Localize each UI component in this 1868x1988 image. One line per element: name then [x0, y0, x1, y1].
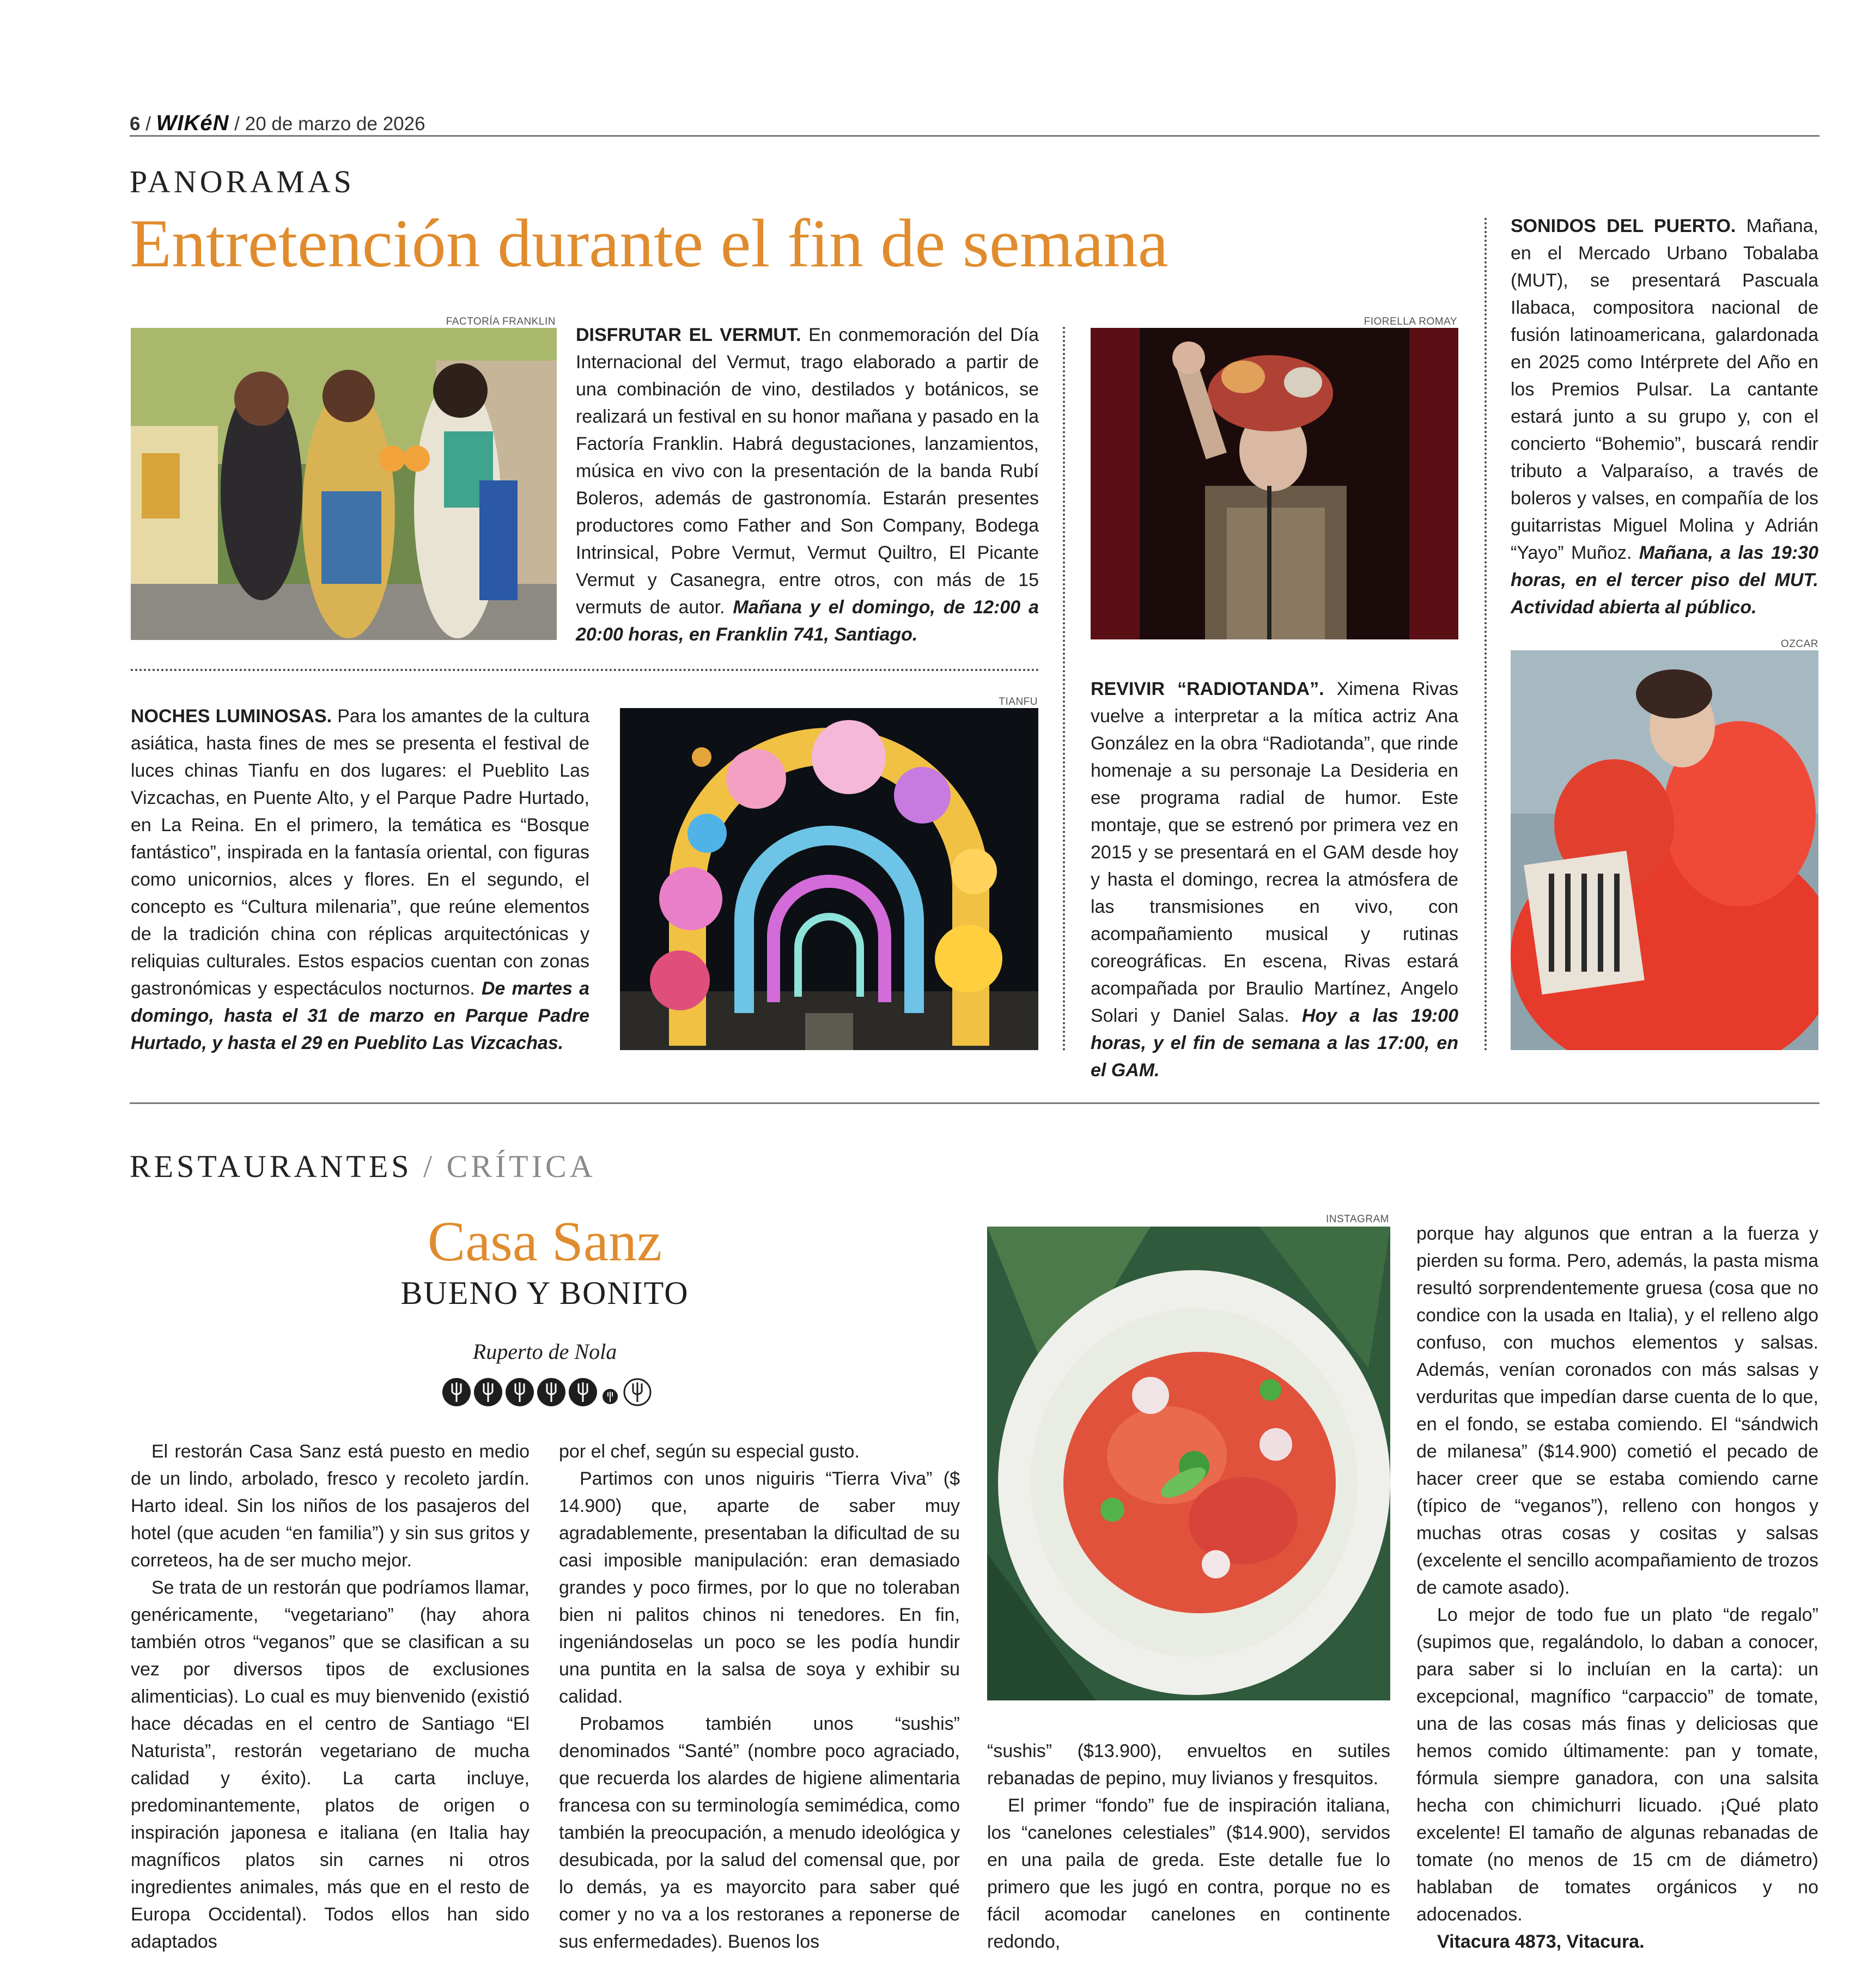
article-info-radiotanda: Hoy a las 19:00 horas, y el fin de semana a las 17:00, en el GAM. — [1091, 1005, 1458, 1081]
radiotanda-actress-photo — [1091, 328, 1458, 639]
lantern-arch-photo — [620, 708, 1038, 1050]
photo-credit-radiotanda: FIORELLA ROMAY — [1364, 316, 1457, 327]
dotted-divider-horizontal — [131, 669, 1039, 671]
article-kicker-sonidos: SONIDOS DEL PUERTO. — [1511, 216, 1736, 236]
fork-rating-icon — [537, 1378, 565, 1406]
article-info-sonidos: Mañana, a las 19:30 horas, en el tercer piso del MUT. Actividad abierta al público. — [1511, 542, 1818, 618]
article-body-sonidos: Mañana, en el Mercado Urbano Tobalaba (MUT), se presentará Pascuala Ilabaca, compositora nacional de fusión latinoamericana, galardonada en 2025 como Intérprete del Año en los Premios Pulsar. La cantante estará junto a su grupo y, con el concierto “Bohemio”, buscará rendir tributo a Valparaíso, a través de boleros y valses, en compañía de los guitarristas Miguel Molina y Adrián “Yayo” Muñoz. — [1511, 216, 1819, 563]
review-column-4 — [1416, 1220, 1818, 1955]
article-body-noches: Para los amantes de la cultura asiática, hasta fines de mes se presenta el festival de luces chinas Tianfu en dos lugares: el Pueblito Las Vizcachas, en Puente Alto, y el Parque Padre Hurtado, en La Reina. En el primero, la temática es “Bosque fantástico”, inspirada en la fantasía oriental, con figuras como unicornios, alces y flores. En el segundo, el concepto es “Cultura milenaria”, que reúne elementos de la tradición china con réplicas arquitectónicas y reliquias culturales. Estos espacios cuentan con zonas gastronómicas y espectáculos nocturnos. — [131, 706, 589, 999]
article-kicker-radiotanda: REVIVIR “RADIOTANDA”. — [1091, 679, 1324, 699]
photo-credit-noches: TIANFU — [999, 696, 1038, 708]
dotted-divider-vertical-2 — [1484, 218, 1487, 1051]
section-label-restaurantes — [130, 1148, 596, 1185]
accordion-singer-photo — [1511, 650, 1818, 1050]
fork-rating-icon — [474, 1378, 502, 1406]
review-paragraph: El restorán Casa Sanz está puesto en medio de un lindo, arbolado, fresco y recoleto jardín. Harto ideal. Sin los niños de los pasajeros del hotel (que acuden “en familia”) y sin sus gritos y correteos, ha de ser mucho mejor. — [131, 1441, 530, 1571]
fork-rating-outline-icon — [624, 1379, 650, 1405]
folio-separator: / — [145, 113, 151, 135]
review-column-2 — [559, 1438, 960, 1955]
review-paragraph: Se trata de un restorán que podríamos llamar, genéricamente, “vegetariano” (hay ahora también otros “veganos” que se clasifican a su vez por diversos tipos de exclusiones alimenticias). Lo cual es muy bienvenido (existió hace décadas en el centro de Santiago “El Naturista”, restorán vegetariano de mucha calidad y éxito). La carta incluye, predominantemente, platos de origen o inspiración japonesa e italiana (en Italia hay magníficos platos sin carnes ni otros ingredientes animales, más que en el resto de Europa Occidental). Todos ellos han sido adaptados — [131, 1577, 530, 1952]
article-body-vermut: En conmemoración del Día Internacional del Vermut, trago elaborado a partir de una combinación de vino, destilados y botánicos, se realizará un festival en su honor mañana y pasado en la Factoría Franklin. Habrá degustaciones, lanzamientos, música en vivo con la presentación de la banda Rubí Boleros, además de gastronomía. Estarán presentes productores como Father and Son Company, Bodega Intrinsical, Pobre Vermut, Vermut Quiltro, El Picante Vermut y Casanegra, entre otros, con más de 15 vermuts de autor. — [576, 325, 1039, 618]
review-column-1 — [131, 1438, 530, 1955]
section-label-sub: CRÍTICA — [446, 1149, 596, 1184]
review-paragraph: Probamos también unos “sushis” denominados “Santé” (nombre poco agraciado, que recuerda los alardes de higiene alimentaria francesa con su terminología semimédica, como también la preocupación, a menudo ideológica y desubicada, por la salud del comensal que, por lo demás, ya es mayorcito para saber qué comer y no va a los restoranes a reponerse de sus enfermedades). Buenos los — [559, 1713, 960, 1952]
photo-credit-vermut: FACTORÍA FRANKLIN — [446, 316, 556, 327]
section-label-panoramas: PANORAMAS — [130, 164, 355, 199]
review-paragraph: porque hay algunos que entran a la fuerza y pierden su forma. Pero, además, la pasta misma resultó sorprendentemente gruesa (cosa que no condice con la usada en Italia), y el relleno algo confuso, con muchos elementos y salsas. Además, venían coronados con más salsas y verduritas que impedían darse cuenta de lo que, en el fondo, se estaba comiendo. El “sándwich de milanesa” ($14.900) cometió el pecado de hacer creer que se estaba comiendo carne (típico de “veganos”), relleno con hongos y muchas otras cosas y cositas y salsas (excelente el sencillo acompañamiento de trozos de camote asado). — [1416, 1223, 1818, 1598]
article-kicker-noches: NOCHES LUMINOSAS. — [131, 706, 332, 727]
review-author: Ruperto de Nola — [472, 1339, 617, 1364]
page-number: 6 — [130, 113, 141, 135]
restaurant-address: Vitacura 4873, Vitacura. — [1437, 1931, 1645, 1952]
photo-credit-review: INSTAGRAM — [1325, 1213, 1389, 1225]
page-headline: Entretención durante el fin de semana — [130, 206, 1169, 282]
article-body-radiotanda: Ximena Rivas vuelve a interpretar a la mítica actriz Ana González en la obra “Radiotanda”, que rinde homenaje a su personaje La Desideria en ese programa radial de humor. Este montaje, que se estrenó por primera vez en 2015 y se presentará en el GAM desde hoy y hasta el domingo, recrea la atmósfera de las transmisiones en vivo, con acompañamiento musical y rutinas coreográficas. En escena, Rivas estará acompañada por Braulio Martínez, Angelo Solari y Daniel Salas. — [1091, 679, 1458, 1026]
fork-rating-half-icon — [603, 1389, 618, 1404]
article-noches — [131, 703, 589, 1057]
article-sonidos — [1511, 212, 1818, 621]
review-rating — [441, 1376, 659, 1408]
header-rule — [130, 135, 1820, 137]
article-info-noches: De martes a domingo, hasta el 31 de marzo en Parque Padre Hurtado, y hasta el 29 en Pueblito Las Vizcachas. — [131, 978, 589, 1053]
tomato-carpaccio-photo — [987, 1227, 1390, 1700]
review-paragraph: por el chef, según su especial gusto. — [559, 1441, 860, 1462]
article-radiotanda — [1091, 675, 1458, 1084]
review-paragraph: “sushis” ($13.900), envueltos en sutiles rebanadas de pepino, muy livianos y fresquitos. — [987, 1741, 1390, 1789]
page-folio — [130, 111, 425, 136]
vermut-festival-photo — [131, 328, 557, 640]
section-divider-rule — [130, 1102, 1820, 1104]
fork-rating-icon — [506, 1378, 534, 1406]
publication-logo: WIKéN — [156, 111, 229, 135]
folio-separator-2: / — [234, 113, 240, 135]
section-label-separator: / — [412, 1149, 447, 1184]
fork-rating-icon — [569, 1378, 597, 1406]
section-label-main: RESTAURANTES — [130, 1149, 412, 1184]
issue-date: 20 de marzo de 2026 — [245, 113, 425, 135]
review-paragraph: Lo mejor de todo fue un plato “de regalo” (supimos que, regalándolo, lo daban a conocer, para saber si lo incluían en la carta): un excepcional, magnífico “carpaccio” de tomate, una de las cosas más finas y deliciosas que hemos comido últimamente: pan y tomate, fórmula siempre ganadora, con una salsita hecha con chimichurri licuado. ¡Qué plato excelente! El tamaño de algunas rebanadas de tomate (no menos de 15 cm de diámetro) hablaban de tomates orgánicos y no adocenados. — [1416, 1605, 1818, 1925]
review-title: Casa Sanz — [427, 1210, 662, 1273]
photo-credit-sonidos: OZCAR — [1781, 638, 1818, 650]
fork-rating-icon — [442, 1378, 471, 1406]
review-paragraph: El primer “fondo” fue de inspiración italiana, los “canelones celestiales” ($14.900), servidos en una paila de greda. Este detalle fue lo primero que les jugó en contra, porque no es fácil acomodar canelones en continente redondo, — [987, 1795, 1390, 1952]
review-column-3 — [987, 1737, 1390, 1955]
review-paragraph: Partimos con unos niguiris “Tierra Viva” ($ 14.900) que, aparte de saber muy agradablemente, presentaban la dificultad de su casi imposible manipulación: eran demasiado grandes y poco firmes, por lo que no toleraban bien ni palitos chinos ni tenedores. En fin, ingeniándoselas un poco se les podía hundir una puntita en la salsa de soya y exhibir su calidad. — [559, 1468, 960, 1707]
article-kicker-vermut: DISFRUTAR EL VERMUT. — [576, 325, 801, 345]
review-subtitle: BUENO Y BONITO — [400, 1275, 689, 1311]
dotted-divider-vertical-1 — [1063, 327, 1065, 1051]
article-info-vermut: Mañana y el domingo, de 12:00 a 20:00 horas, en Franklin 741, Santiago. — [576, 597, 1039, 645]
article-vermut — [576, 321, 1039, 648]
